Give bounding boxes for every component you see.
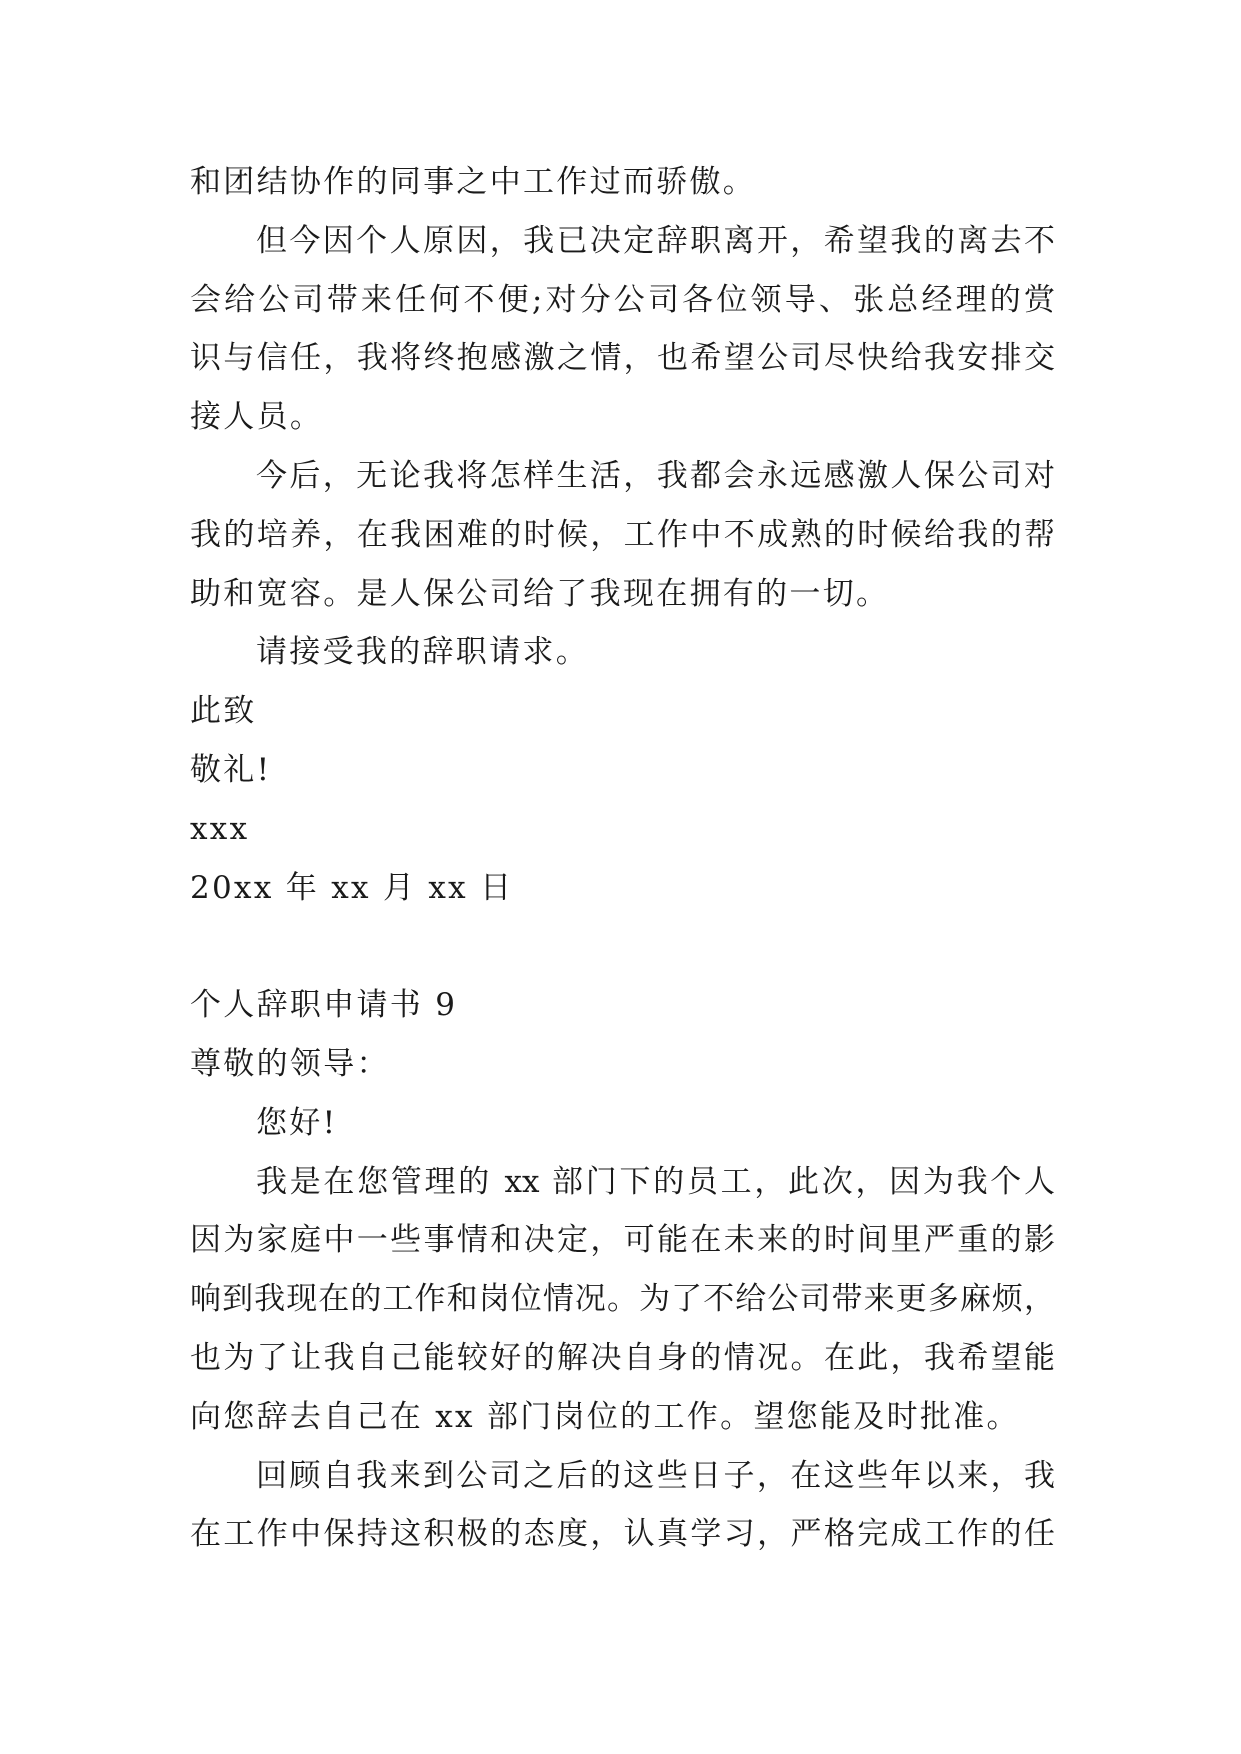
body-line: 因为家庭中一些事情和决定，可能在未来的时间里严重的影	[190, 1222, 1055, 1259]
body-line: 和团结协作的同事之中工作过而骄傲。	[190, 164, 757, 200]
body-line: 我是在您管理的 xx 部门下的员工，此次，因为我个人	[256, 1163, 1055, 1200]
body-line: 在工作中保持这积极的态度，认真学习，严格完成工作的任	[190, 1516, 1055, 1553]
section-title: 个人辞职申请书 9	[190, 987, 458, 1024]
body-line: 我的培养，在我困难的时候，工作中不成熟的时候给我的帮	[190, 516, 1055, 553]
body-line: 接人员。	[190, 399, 324, 436]
body-line: 今后，无论我将怎样生活，我都会永远感激人保公司对	[256, 457, 1055, 494]
closing-line: 此致	[190, 693, 257, 730]
spacer	[190, 917, 1055, 976]
hello-line: 您好!	[256, 1104, 338, 1141]
body-line: 助和宽容。是人保公司给了我现在拥有的一切。	[190, 575, 890, 612]
body-line: 会给公司带来任何不便;对分公司各位领导、张总经理的赏	[190, 281, 1055, 318]
body-line: 识与信任，我将终抱感激之情，也希望公司尽快给我安排交	[190, 340, 1055, 377]
body-line: 请接受我的辞职请求。	[256, 634, 589, 671]
signature-line: xxx	[190, 810, 250, 847]
document-page	[190, 153, 1055, 1564]
body-line: 向您辞去自己在 xx 部门岗位的工作。望您能及时批准。	[190, 1398, 1020, 1435]
body-line: 响到我现在的工作和岗位情况。为了不给公司带来更多麻烦，	[190, 1281, 1055, 1318]
date-line: 20xx 年 xx 月 xx 日	[190, 869, 514, 906]
body-line: 回顾自我来到公司之后的这些日子，在这些年以来，我	[256, 1457, 1055, 1494]
body-line: 也为了让我自己能较好的解决自身的情况。在此，我希望能	[190, 1339, 1055, 1376]
body-line: 但今因个人原因，我已决定辞职离开，希望我的离去不	[256, 222, 1055, 259]
greeting-line: 尊敬的领导：	[190, 1045, 390, 1082]
salutation-line: 敬礼!	[190, 751, 272, 788]
